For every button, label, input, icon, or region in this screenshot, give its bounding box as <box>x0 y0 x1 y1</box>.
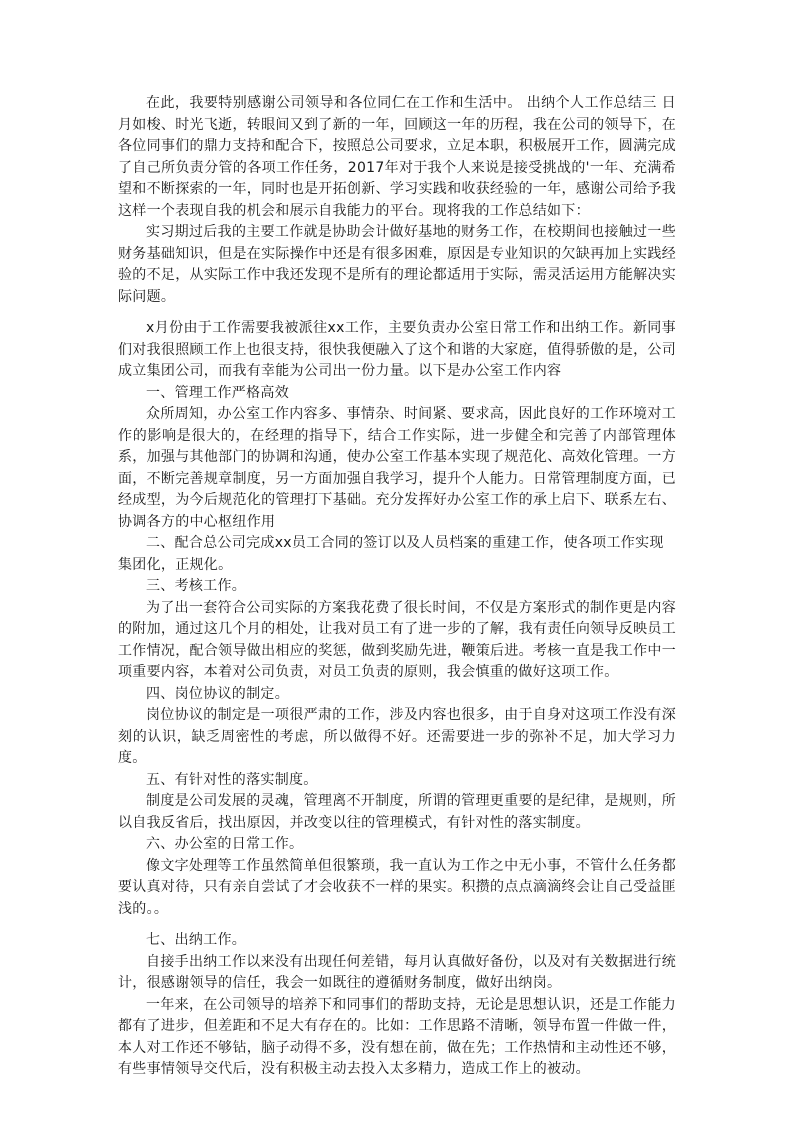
section-heading-contracts: 二、配合总公司完成xx员工合同的签订以及人员档案的重建工作，使各项工作实现集团化，正规化。 <box>118 535 664 573</box>
section-heading-cashier: 七、出纳工作。 <box>146 932 247 948</box>
system-paragraph: 制度是公司发展的灵魂，管理离不开制度，所谓的管理更重要的是纪律，是规则，所以自我反省后，找出原因，并改变以往的管理模式，有针对性的落实制度。 <box>118 793 676 831</box>
section-heading-post-agreement: 四、岗位协议的制定。 <box>146 685 289 702</box>
document-page <box>118 93 676 1081</box>
cashier-paragraph: 自接手出纳工作以来没有出现任何差错，每月认真做好备份，以及对有关数据进行统计，很感谢领导的信任，我会一如既往的遵循财务制度，做好出纳岗。 <box>118 953 676 991</box>
assignment-paragraph: x月份由于工作需要我被派往xx工作，主要负责办公室日常工作和出纳工作。新同事们对我很照顾工作上也很支持，很快我便融入了这个和谐的大家庭，值得骄傲的是，公司成立集团公司，而我有幸能为公司出一份力量。以下是办公室工作内容 <box>118 320 676 379</box>
intro-paragraph: 在此，我要特别感谢公司领导和各位同仁在工作和生活中。 出纳个人工作总结三 日月如梭、时光飞逝，转眼间又到了新的一年，回顾这一年的历程，我在公司的领导下，在各位同事们的鼎力支持和配合下，按照总公司要求，立足本职，积极展开工作，圆满完成了自己所负责分管的各项工作任务，2017年对于我个人来说是接受挑战的'一年、充满希望和不断探索的一年，同时也是开拓创新、学习实践和收获经验的一年，感谢公司给予我这样一个表现自我的机会和展示自我能力的平台。现将我的工作总结如下： <box>118 95 676 219</box>
section-heading-management: 一、管理工作严格高效 <box>146 384 289 401</box>
summary-paragraph: 一年来，在公司领导的培养下和同事们的帮助支持，无论是思想认识，还是工作能力都有了进步，但差距和不足大有存在的。比如：工作思路不清晰，领导布置一件做一件，本人对工作还不够钻，脑子动得不多，没有想在前，做在先；工作热情和主动性还不够，有些事情领导交代后，没有积极主动去投入太多精力，造成工作上的被动。 <box>118 996 676 1077</box>
section-heading-assessment: 三、考核工作。 <box>146 578 247 594</box>
section-heading-system: 五、有针对性的落实制度。 <box>146 771 318 788</box>
section-heading-daily-work: 六、办公室的日常工作。 <box>146 836 304 852</box>
assessment-paragraph: 为了出一套符合公司实际的方案我花费了很长时间，不仅是方案形式的制作更是内容的附加，通过这几个月的相处，让我对员工有了进一步的了解，我有责任向领导反映员工工作情况，配合领导做出相应的奖惩，做到奖励先进，鞭策后进。考核一直是我工作中一项重要内容，本着对公司负责，对员工负责的原则，我会慎重的做好这项工作。 <box>118 599 676 680</box>
internship-paragraph: 实习期过后我的主要工作就是协助会计做好基地的财务工作，在校期间也接触过一些财务基础知识，但是在实际操作中还是有很多困难，原因是专业知识的欠缺再加上实践经验的不足，从实际工作中我还发现不是所有的理论都适用于实际，需灵活运用方能解决实际问题。 <box>118 224 676 305</box>
post-agreement-paragraph: 岗位协议的制定是一项很严肃的工作，涉及内容也很多，由于自身对这项工作没有深刻的认识，缺乏周密性的考虑，所以做得不好。还需要进一步的弥补不足，加大学习力度。 <box>118 707 676 766</box>
management-paragraph: 众所周知，办公室工作内容多、事情杂、时间紧、要求高，因此良好的工作环境对工作的影响是很大的，在经理的指导下，结合工作实际，进一步健全和完善了内部管理体系，加强与其他部门的协调和沟通，使办公室工作基本实现了规范化、高效化管理。一方面，不断完善规章制度，另一方面加强自我学习，提升个人能力。日常管理制度方面，已经成型，为今后规范化的管理打下基础。充分发挥好办公室工作的承上启下、联系左右、协调各方的中心枢纽作用 <box>118 406 676 530</box>
daily-work-paragraph: 像文字处理等工作虽然简单但很繁琐，我一直认为工作之中无小事，不管什么任务都要认真对待，只有亲自尝试了才会收获不一样的果实。积攒的点点滴滴终会让自己受益匪浅的。。 <box>118 857 676 917</box>
